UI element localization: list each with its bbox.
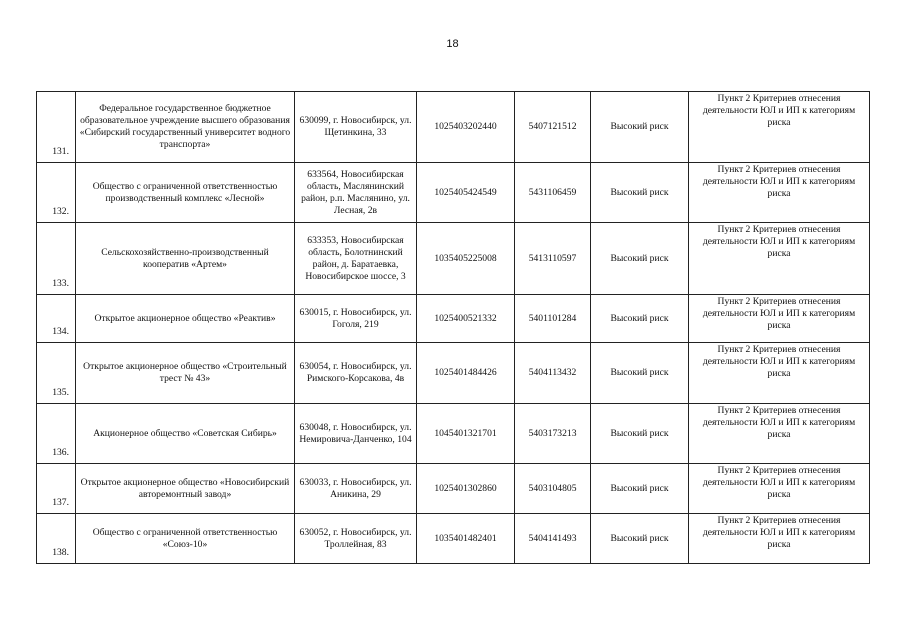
row-number: 132. — [37, 163, 76, 223]
table-row — [37, 295, 870, 343]
risk-category: Высокий риск — [591, 295, 689, 343]
row-number: 131. — [37, 92, 76, 163]
risk-criteria: Пункт 2 Критериев отнесения деятельности ЮЛ и ИП к категориям риска — [689, 464, 870, 514]
organization-address: 630054, г. Новосибирск, ул. Римского-Корсакова, 4в — [295, 343, 417, 404]
ogrn-cell: 1025405424549 — [417, 163, 515, 223]
risk-category: Высокий риск — [591, 92, 689, 163]
ogrn-cell: 1025400521332 — [417, 295, 515, 343]
table-row — [37, 163, 870, 223]
risk-category: Высокий риск — [591, 163, 689, 223]
organization-address: 630048, г. Новосибирск, ул. Немировича-Данченко, 104 — [295, 404, 417, 464]
row-number: 134. — [37, 295, 76, 343]
table-row — [37, 464, 870, 514]
inn-cell: 5403173213 — [515, 404, 591, 464]
organization-address: 630015, г. Новосибирск, ул. Гоголя, 219 — [295, 295, 417, 343]
ogrn-cell: 1025401484426 — [417, 343, 515, 404]
risk-criteria: Пункт 2 Критериев отнесения деятельности ЮЛ и ИП к категориям риска — [689, 295, 870, 343]
ogrn-cell: 1025401302860 — [417, 464, 515, 514]
ogrn-cell: 1035401482401 — [417, 514, 515, 564]
row-number: 138. — [37, 514, 76, 564]
organization-address: 633353, Новосибирская область, Болотнинский район, д. Баратаевка, Новосибирское шоссе, 3 — [295, 223, 417, 295]
risk-criteria: Пункт 2 Критериев отнесения деятельности ЮЛ и ИП к категориям риска — [689, 223, 870, 295]
inn-cell: 5431106459 — [515, 163, 591, 223]
risk-registry-table — [36, 91, 870, 564]
risk-criteria: Пункт 2 Критериев отнесения деятельности ЮЛ и ИП к категориям риска — [689, 343, 870, 404]
organization-address: 630033, г. Новосибирск, ул. Аникина, 29 — [295, 464, 417, 514]
inn-cell: 5404113432 — [515, 343, 591, 404]
organization-address: 633564, Новосибирская область, Маслянинский район, р.п. Маслянино, ул. Лесная, 2в — [295, 163, 417, 223]
risk-category: Высокий риск — [591, 223, 689, 295]
page-number: 18 — [446, 38, 459, 50]
risk-category: Высокий риск — [591, 464, 689, 514]
inn-cell: 5404141493 — [515, 514, 591, 564]
risk-criteria: Пункт 2 Критериев отнесения деятельности ЮЛ и ИП к категориям риска — [689, 163, 870, 223]
row-number: 133. — [37, 223, 76, 295]
risk-criteria: Пункт 2 Критериев отнесения деятельности ЮЛ и ИП к категориям риска — [689, 404, 870, 464]
organization-name: Федеральное государственное бюджетное образовательное учреждение высшего образования «Сибирский государственный университет водного транспорта» — [76, 92, 295, 163]
table-row — [37, 514, 870, 564]
table-row — [37, 404, 870, 464]
risk-category: Высокий риск — [591, 343, 689, 404]
table-row — [37, 92, 870, 163]
table-row — [37, 343, 870, 404]
inn-cell: 5413110597 — [515, 223, 591, 295]
risk-category: Высокий риск — [591, 514, 689, 564]
organization-name: Открытое акционерное общество «Строительный трест № 43» — [76, 343, 295, 404]
row-number: 136. — [37, 404, 76, 464]
organization-name: Открытое акционерное общество «Новосибирский авторемонтный завод» — [76, 464, 295, 514]
risk-criteria: Пункт 2 Критериев отнесения деятельности ЮЛ и ИП к категориям риска — [689, 92, 870, 163]
inn-cell: 5401101284 — [515, 295, 591, 343]
ogrn-cell: 1035405225008 — [417, 223, 515, 295]
organization-address: 630052, г. Новосибирск, ул. Троллейная, 83 — [295, 514, 417, 564]
inn-cell: 5407121512 — [515, 92, 591, 163]
risk-category: Высокий риск — [591, 404, 689, 464]
organization-name: Сельскохозяйственно-производственный кооператив «Артем» — [76, 223, 295, 295]
organization-address: 630099, г. Новосибирск, ул. Щетинкина, 33 — [295, 92, 417, 163]
ogrn-cell: 1045401321701 — [417, 404, 515, 464]
organization-name: Общество с ограниченной ответственностью «Союз-10» — [76, 514, 295, 564]
inn-cell: 5403104805 — [515, 464, 591, 514]
risk-criteria: Пункт 2 Критериев отнесения деятельности ЮЛ и ИП к категориям риска — [689, 514, 870, 564]
organization-name: Акционерное общество «Советская Сибирь» — [76, 404, 295, 464]
row-number: 135. — [37, 343, 76, 404]
table-row — [37, 223, 870, 295]
organization-name: Общество с ограниченной ответственностью производственный комплекс «Лесной» — [76, 163, 295, 223]
row-number: 137. — [37, 464, 76, 514]
ogrn-cell: 1025403202440 — [417, 92, 515, 163]
organization-name: Открытое акционерное общество «Реактив» — [76, 295, 295, 343]
